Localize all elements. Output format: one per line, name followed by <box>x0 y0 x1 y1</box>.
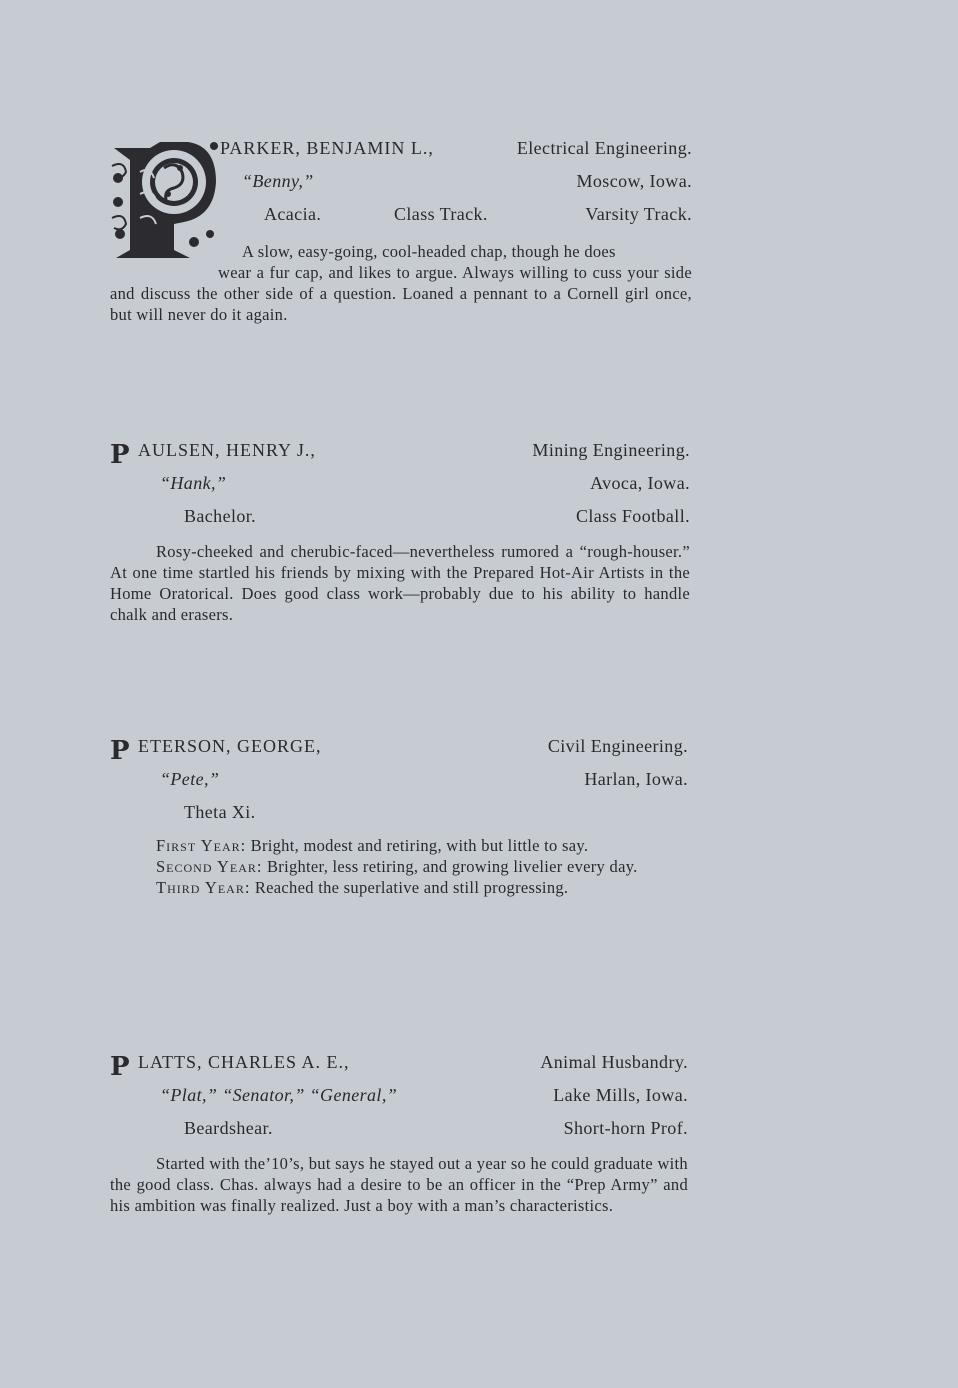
bio-line: A slow, easy-going, cool-headed chap, though he does <box>242 242 616 261</box>
activity: Short-horn Prof. <box>563 1118 688 1138</box>
name-initial: P <box>110 440 128 470</box>
entry-peterson <box>110 736 688 898</box>
hometown: Avoca, Iowa. <box>590 473 690 493</box>
hometown: Harlan, Iowa. <box>584 769 688 789</box>
student-name: ETERSON, GEORGE, <box>138 736 322 756</box>
activity: Varsity Track. <box>585 204 692 224</box>
year-note <box>110 835 688 856</box>
bio: Started with the’10’s, but says he stayed out a year so he could graduate with the good class. Chas. always had a desire to be an officer in the “Prep Army” and his ambition was finally realized. Just a boy with a man’s characteristics. <box>110 1154 688 1215</box>
year-note <box>110 877 688 898</box>
nickname: “Benny,” <box>242 171 314 191</box>
name-initial: P <box>110 736 128 766</box>
student-name: AULSEN, HENRY J., <box>138 440 316 460</box>
nickname: “Hank,” <box>160 473 227 493</box>
year-text: Bright, modest and retiring, with but little to say. <box>250 836 589 855</box>
affiliation: Theta Xi. <box>184 802 256 822</box>
hometown: Moscow, Iowa. <box>576 171 692 191</box>
course: Mining Engineering. <box>532 440 690 460</box>
year-text: Brighter, less retiring, and growing livelier every day. <box>266 857 638 876</box>
nickname: “Plat,” “Senator,” “General,” <box>160 1085 398 1105</box>
name-rest: ARKER, BENJAMIN L., <box>229 138 434 158</box>
course: Electrical Engineering. <box>516 138 692 158</box>
affiliation: Beardshear. <box>184 1118 273 1138</box>
name-initial: P <box>110 1052 128 1082</box>
activity: Class Track. <box>394 204 488 224</box>
activity: Class Football. <box>575 506 690 526</box>
affiliation: Bachelor. <box>184 506 257 526</box>
year-label: First Year: <box>156 836 247 855</box>
course: Animal Husbandry. <box>540 1052 688 1072</box>
bio: wear a fur cap, and likes to argue. Always willing to cuss your side and discuss the other side of a question. Loaned a pennant to a Cornell girl once, but will never do it again. <box>110 263 692 324</box>
hometown: Lake Mills, Iowa. <box>553 1085 688 1105</box>
year-label: Second Year: <box>156 857 263 876</box>
year-label: Third Year: <box>156 878 251 897</box>
name-initial: P <box>220 138 230 158</box>
entry-paulsen <box>110 440 690 625</box>
bio: Rosy-cheeked and cherubic-faced—nevertheless rumored a “rough-houser.” At one time startled his friends by mixing with the Prepared Hot-Air Artists in the Home Oratorical. Does good class work—probably due to his ability to handle chalk and erasers. <box>110 542 690 624</box>
student-name <box>220 138 434 159</box>
student-name: LATTS, CHARLES A. E., <box>138 1052 350 1072</box>
nickname: “Pete,” <box>160 769 220 789</box>
entry-parker <box>110 138 692 325</box>
entry-platts <box>110 1052 688 1216</box>
affiliation: Acacia. <box>264 204 322 224</box>
course: Civil Engineering. <box>547 736 688 756</box>
year-text: Reached the superlative and still progressing. <box>254 878 569 897</box>
year-note <box>110 856 688 877</box>
